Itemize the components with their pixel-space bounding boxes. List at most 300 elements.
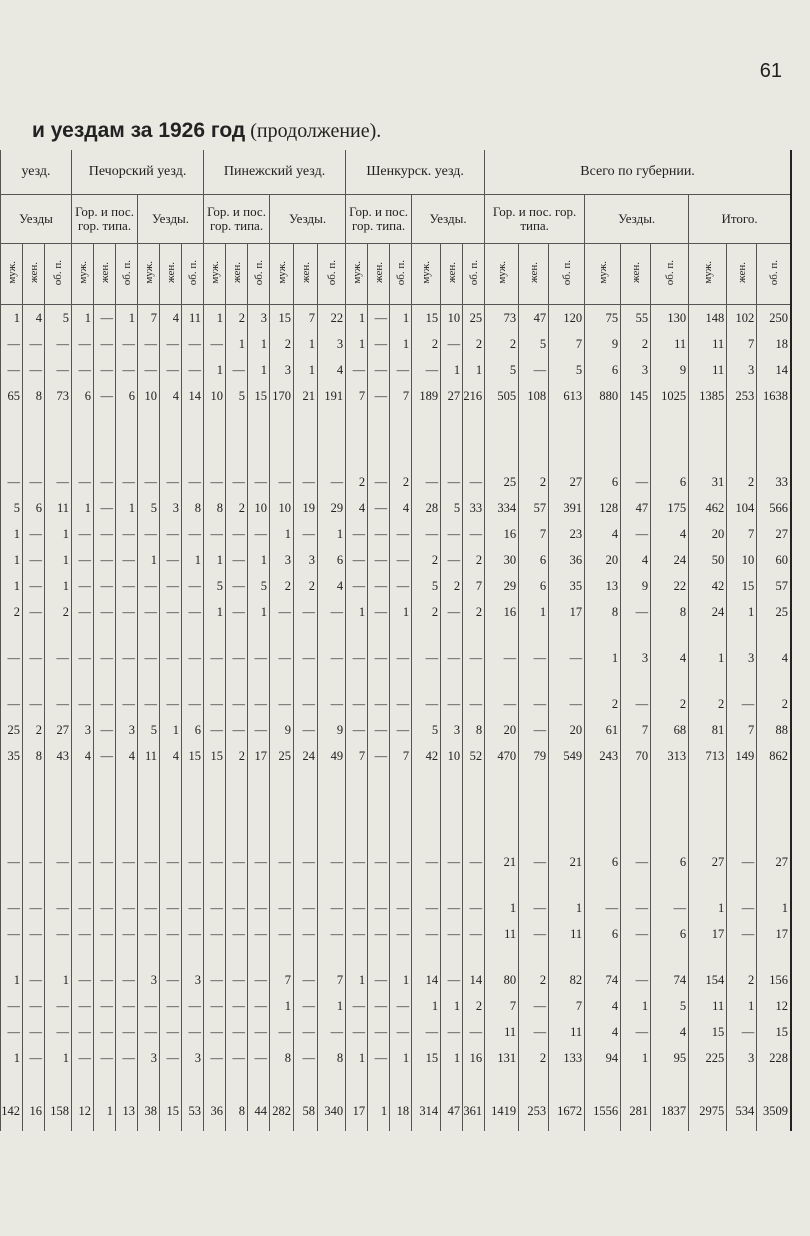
table-cell: 12	[757, 993, 791, 1019]
table-cell: —	[94, 495, 116, 521]
table-cell: 24	[689, 599, 727, 625]
table-row	[1, 357, 792, 383]
table-cell: 1	[621, 993, 651, 1019]
table-cell: 28	[412, 495, 441, 521]
empty-cell	[441, 1071, 463, 1091]
table-cell: 1	[346, 1045, 368, 1071]
empty-cell	[270, 449, 294, 469]
table-cell: —	[318, 691, 346, 717]
table-cell: 8	[318, 1045, 346, 1071]
table-cell: 43	[45, 743, 72, 769]
table-cell: —	[294, 645, 318, 671]
table-cell: —	[94, 305, 116, 332]
empty-cell	[689, 625, 727, 645]
sex-column-header	[116, 244, 138, 305]
table-cell: —	[94, 921, 116, 947]
empty-cell	[294, 449, 318, 469]
empty-cell	[45, 625, 72, 645]
table-cell: 6	[651, 849, 689, 875]
empty-cell	[226, 809, 248, 829]
table-cell: 2	[412, 547, 441, 573]
table-cell: —	[248, 645, 270, 671]
table-cell: —	[463, 645, 485, 671]
table-row	[1, 1045, 792, 1071]
empty-cell	[441, 625, 463, 645]
empty-cell	[441, 809, 463, 829]
empty-cell	[160, 789, 182, 809]
table-cell: 22	[318, 305, 346, 332]
empty-cell	[463, 1071, 485, 1091]
empty-cell	[318, 671, 346, 691]
table-cell: 6	[585, 357, 621, 383]
table-cell: —	[390, 691, 412, 717]
table-cell: —	[441, 469, 463, 495]
table-cell: 13	[585, 573, 621, 599]
table-cell: 253	[519, 1091, 549, 1131]
empty-cell	[23, 789, 45, 809]
table-cell: 18	[757, 331, 791, 357]
table-cell: 1837	[651, 1091, 689, 1131]
table-row	[1, 521, 792, 547]
table-row	[1, 331, 792, 357]
empty-cell	[621, 429, 651, 449]
sex-label: муж.	[5, 261, 18, 284]
table-cell: —	[160, 573, 182, 599]
empty-cell	[727, 829, 757, 849]
table-cell: 95	[651, 1045, 689, 1071]
table-row	[1, 547, 792, 573]
table-cell: 3	[160, 495, 182, 521]
empty-cell	[45, 789, 72, 809]
subheader-total-towns: Гор. и пос. гор. типа.	[485, 195, 585, 244]
table-cell: 1	[390, 1045, 412, 1071]
table-cell: —	[204, 521, 226, 547]
table-cell: 19	[294, 495, 318, 521]
empty-cell	[138, 947, 160, 967]
table-cell: —	[23, 357, 45, 383]
table-cell: 3	[727, 1045, 757, 1071]
empty-cell	[160, 829, 182, 849]
empty-cell	[1, 625, 23, 645]
empty-cell	[72, 789, 94, 809]
empty-cell	[390, 809, 412, 829]
empty-cell	[270, 947, 294, 967]
empty-cell	[45, 947, 72, 967]
empty-cell	[23, 875, 45, 895]
empty-cell	[226, 429, 248, 449]
empty-cell	[294, 409, 318, 429]
table-cell: 12	[72, 1091, 94, 1131]
empty-cell	[390, 625, 412, 645]
table-cell: 65	[1, 383, 23, 409]
table-cell: —	[94, 849, 116, 875]
table-cell: —	[226, 1045, 248, 1071]
table-cell: 505	[485, 383, 519, 409]
empty-cell	[346, 769, 368, 789]
empty-cell	[757, 429, 791, 449]
table-cell: —	[116, 331, 138, 357]
empty-cell	[116, 449, 138, 469]
empty-cell	[94, 809, 116, 829]
table-cell: —	[1, 645, 23, 671]
table-cell: —	[346, 573, 368, 599]
table-cell: 2	[463, 993, 485, 1019]
empty-cell	[116, 625, 138, 645]
sex-column-header	[270, 244, 294, 305]
empty-cell	[1, 671, 23, 691]
empty-cell	[1, 947, 23, 967]
table-cell: —	[441, 645, 463, 671]
table-cell: —	[390, 921, 412, 947]
table-cell: —	[463, 691, 485, 717]
table-cell: 8	[585, 599, 621, 625]
table-cell: —	[368, 547, 390, 573]
table-cell: 6	[585, 921, 621, 947]
empty-cell	[160, 875, 182, 895]
table-cell: —	[182, 895, 204, 921]
table-cell: 1	[757, 895, 791, 921]
table-cell: —	[441, 599, 463, 625]
table-cell: 25	[757, 599, 791, 625]
table-cell: —	[23, 993, 45, 1019]
empty-cell	[138, 1071, 160, 1091]
table-cell: 16	[23, 1091, 45, 1131]
table-cell: 4	[585, 521, 621, 547]
table-cell: 7	[346, 743, 368, 769]
table-cell: 8	[226, 1091, 248, 1131]
table-cell: —	[226, 921, 248, 947]
table-cell: —	[248, 1045, 270, 1071]
table-cell: 82	[549, 967, 585, 993]
table-cell: —	[519, 849, 549, 875]
table-cell: —	[116, 1019, 138, 1045]
empty-cell	[204, 769, 226, 789]
table-cell: 6	[651, 469, 689, 495]
empty-cell	[621, 769, 651, 789]
table-cell: —	[318, 849, 346, 875]
table-cell: 391	[549, 495, 585, 521]
sex-column-header	[463, 244, 485, 305]
empty-cell	[23, 409, 45, 429]
empty-cell	[585, 875, 621, 895]
table-cell: —	[45, 921, 72, 947]
sex-column-header	[1, 244, 23, 305]
empty-cell	[519, 409, 549, 429]
table-cell: —	[23, 573, 45, 599]
empty-cell	[94, 429, 116, 449]
empty-cell	[204, 625, 226, 645]
table-cell: 33	[757, 469, 791, 495]
table-body	[1, 305, 792, 1132]
table-cell: 1	[689, 895, 727, 921]
empty-cell	[519, 875, 549, 895]
table-cell: 1	[1, 305, 23, 332]
empty-cell	[485, 947, 519, 967]
empty-cell	[45, 829, 72, 849]
page-title	[32, 118, 381, 143]
table-cell: 9	[270, 717, 294, 743]
table-cell: 8	[270, 1045, 294, 1071]
sex-column-header	[182, 244, 204, 305]
table-cell: —	[72, 645, 94, 671]
table-cell: —	[23, 1019, 45, 1045]
table-row	[1, 717, 792, 743]
empty-cell	[463, 769, 485, 789]
empty-cell	[727, 449, 757, 469]
empty-cell	[519, 829, 549, 849]
sex-column-header	[72, 244, 94, 305]
sex-column-header	[519, 244, 549, 305]
empty-cell	[1, 829, 23, 849]
table-cell: —	[182, 331, 204, 357]
table-cell: —	[412, 921, 441, 947]
table-cell: —	[412, 357, 441, 383]
table-cell: 7	[485, 993, 519, 1019]
table-cell: —	[727, 1019, 757, 1045]
sex-label: жен.	[735, 262, 748, 283]
table-cell: 1	[390, 305, 412, 332]
table-cell: —	[226, 993, 248, 1019]
table-cell: —	[226, 691, 248, 717]
table-cell: 8	[651, 599, 689, 625]
table-cell: —	[116, 849, 138, 875]
table-cell: 33	[463, 495, 485, 521]
empty-cell	[270, 789, 294, 809]
table-cell: 1	[390, 967, 412, 993]
table-cell: —	[23, 691, 45, 717]
empty-cell	[651, 1071, 689, 1091]
table-cell: 4	[585, 1019, 621, 1045]
table-cell: —	[727, 691, 757, 717]
table-cell: 11	[689, 993, 727, 1019]
empty-cell	[390, 875, 412, 895]
table-cell: 27	[549, 469, 585, 495]
empty-cell	[160, 625, 182, 645]
table-cell: —	[441, 895, 463, 921]
empty-cell	[463, 409, 485, 429]
table-cell: —	[621, 849, 651, 875]
table-cell: 38	[138, 1091, 160, 1131]
spacer-row	[1, 809, 792, 829]
empty-cell	[463, 429, 485, 449]
table-cell: 7	[138, 305, 160, 332]
empty-cell	[585, 809, 621, 829]
empty-cell	[689, 409, 727, 429]
table-cell: —	[463, 849, 485, 875]
empty-cell	[318, 829, 346, 849]
empty-cell	[519, 625, 549, 645]
table-cell: —	[116, 573, 138, 599]
empty-cell	[182, 409, 204, 429]
table-row	[1, 691, 792, 717]
statistics-table-container	[0, 150, 792, 1131]
empty-cell	[585, 947, 621, 967]
table-cell: —	[94, 1019, 116, 1045]
table-cell: —	[270, 469, 294, 495]
page-number: 61	[759, 60, 782, 82]
table-cell: —	[72, 921, 94, 947]
empty-cell	[651, 769, 689, 789]
table-cell: 16	[485, 599, 519, 625]
table-cell: 314	[412, 1091, 441, 1131]
empty-cell	[270, 875, 294, 895]
table-cell: 4	[318, 357, 346, 383]
empty-cell	[138, 409, 160, 429]
table-cell: 30	[485, 547, 519, 573]
empty-cell	[757, 671, 791, 691]
table-cell: 17	[549, 599, 585, 625]
group-header-uezd: уезд.	[1, 150, 72, 195]
spacer-row	[1, 789, 792, 809]
empty-cell	[412, 625, 441, 645]
empty-cell	[248, 429, 270, 449]
table-cell: 6	[519, 573, 549, 599]
table-cell: —	[1, 691, 23, 717]
table-cell: —	[294, 849, 318, 875]
empty-cell	[585, 429, 621, 449]
table-cell: 4	[160, 305, 182, 332]
table-cell: —	[294, 469, 318, 495]
table-cell: —	[160, 331, 182, 357]
empty-cell	[549, 875, 585, 895]
table-cell: —	[138, 895, 160, 921]
table-cell: 20	[549, 717, 585, 743]
table-cell: 1	[248, 599, 270, 625]
table-cell: —	[45, 645, 72, 671]
empty-cell	[368, 671, 390, 691]
sex-label: муж.	[495, 261, 508, 284]
table-cell: —	[390, 717, 412, 743]
empty-cell	[248, 409, 270, 429]
empty-cell	[727, 1071, 757, 1091]
empty-cell	[72, 409, 94, 429]
empty-cell	[248, 789, 270, 809]
empty-cell	[1, 875, 23, 895]
table-cell: 2	[621, 331, 651, 357]
sex-label: муж.	[76, 261, 89, 284]
table-row	[1, 1019, 792, 1045]
spacer-row	[1, 875, 792, 895]
table-cell: —	[270, 645, 294, 671]
table-cell: —	[621, 691, 651, 717]
table-cell: 2	[519, 1045, 549, 1071]
empty-cell	[368, 829, 390, 849]
empty-cell	[45, 671, 72, 691]
table-cell: 2	[519, 469, 549, 495]
table-cell: 102	[727, 305, 757, 332]
empty-cell	[160, 809, 182, 829]
table-cell: —	[368, 645, 390, 671]
table-cell: 2975	[689, 1091, 727, 1131]
empty-cell	[412, 789, 441, 809]
table-cell: —	[368, 573, 390, 599]
table-cell: —	[621, 469, 651, 495]
empty-cell	[23, 671, 45, 691]
empty-cell	[116, 429, 138, 449]
table-cell: —	[160, 521, 182, 547]
empty-cell	[94, 947, 116, 967]
table-cell: 25	[270, 743, 294, 769]
table-cell: 4	[346, 495, 368, 521]
table-cell: —	[72, 895, 94, 921]
table-cell: —	[160, 599, 182, 625]
subheader-uezdy: Уезды	[1, 195, 72, 244]
table-cell: 7	[318, 967, 346, 993]
subheader-pechora-towns: Гор. и пос. гор. типа.	[72, 195, 138, 244]
empty-cell	[248, 625, 270, 645]
empty-cell	[727, 947, 757, 967]
table-cell: —	[346, 357, 368, 383]
empty-cell	[23, 769, 45, 789]
table-cell: —	[182, 521, 204, 547]
table-cell: 2	[45, 599, 72, 625]
table-cell: 1	[727, 599, 757, 625]
empty-cell	[45, 429, 72, 449]
table-cell: —	[72, 993, 94, 1019]
empty-cell	[72, 449, 94, 469]
table-cell: 3	[182, 1045, 204, 1071]
empty-cell	[204, 809, 226, 829]
table-cell: —	[138, 645, 160, 671]
empty-cell	[138, 875, 160, 895]
empty-cell	[549, 625, 585, 645]
table-cell: 1	[1, 573, 23, 599]
empty-cell	[94, 449, 116, 469]
table-cell: 104	[727, 495, 757, 521]
empty-cell	[138, 449, 160, 469]
table-cell: —	[72, 331, 94, 357]
table-cell: —	[138, 521, 160, 547]
empty-cell	[412, 409, 441, 429]
table-cell: 613	[549, 383, 585, 409]
empty-cell	[368, 409, 390, 429]
table-cell: —	[318, 1019, 346, 1045]
table-cell: 148	[689, 305, 727, 332]
table-cell: —	[182, 599, 204, 625]
empty-cell	[651, 875, 689, 895]
table-cell: 94	[585, 1045, 621, 1071]
table-cell: —	[485, 691, 519, 717]
table-cell: 15	[160, 1091, 182, 1131]
empty-cell	[294, 671, 318, 691]
table-cell: —	[651, 895, 689, 921]
table-cell: 50	[689, 547, 727, 573]
empty-cell	[204, 449, 226, 469]
table-cell: 2	[226, 743, 248, 769]
empty-cell	[346, 789, 368, 809]
empty-cell	[318, 429, 346, 449]
empty-cell	[1, 809, 23, 829]
empty-cell	[368, 769, 390, 789]
table-cell: —	[294, 717, 318, 743]
table-cell: —	[463, 521, 485, 547]
table-cell: —	[204, 921, 226, 947]
empty-cell	[45, 1071, 72, 1091]
empty-cell	[318, 625, 346, 645]
table-cell: —	[116, 547, 138, 573]
sex-label: об. п.	[560, 259, 573, 286]
sex-label: муж.	[420, 261, 433, 284]
sex-label: об. п.	[325, 259, 338, 286]
table-cell: —	[204, 895, 226, 921]
empty-cell	[182, 429, 204, 449]
empty-cell	[248, 947, 270, 967]
empty-cell	[689, 809, 727, 829]
table-cell: —	[138, 849, 160, 875]
table-cell: —	[204, 967, 226, 993]
table-cell: —	[519, 645, 549, 671]
empty-cell	[72, 429, 94, 449]
